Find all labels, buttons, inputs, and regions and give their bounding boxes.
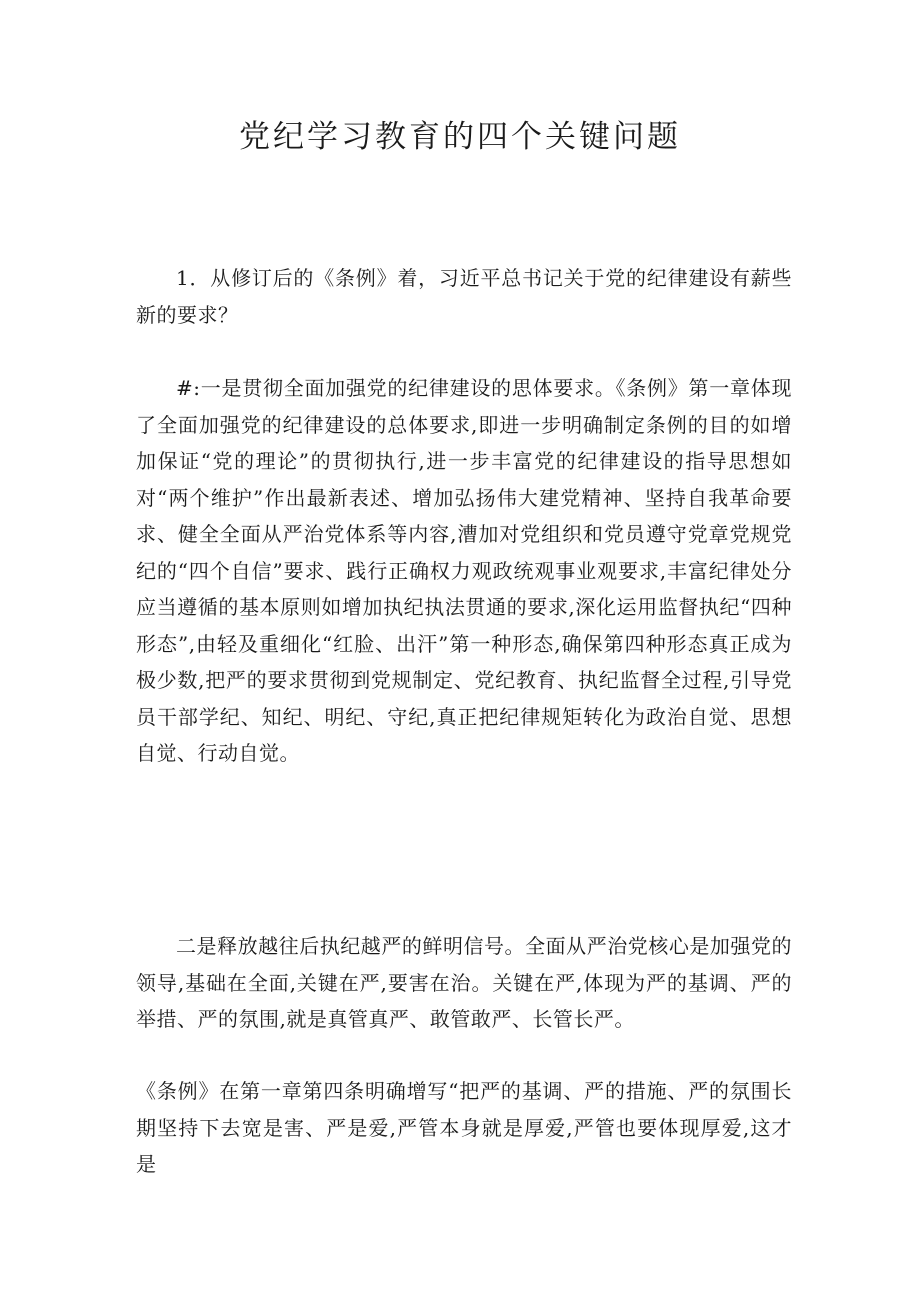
answer-paragraph-2: 二是释放越往后执纪越严的鲜明信号。全面从严治党核心是加强党的领导,基础在全面,关键在严,要害在治。关键在严,体现为严的基调、严的举措、严的氛围,就是真管真严、敢管敢严、长管长严。 [136,934,792,1031]
question-1: 1．从修订后的《条例》着，习近平总书记关于党的纪律建设有薪些新的要求？ [136,266,792,327]
answer-paragraph-3: 《条例》在第一章第四条明确增写“把严的基调、严的措施、严的氛围长期坚持下去宽是害、严是爱,严管本身就是厚爱,严管也要体现厚爱,这才是 [136,1079,792,1176]
answer-paragraph-1: #:一是贯彻全面加强党的纪律建设的思体要求。《条例》第一章体现了全面加强党的纪律建设的总体要求,即进一步明确制定条例的目的如增加保证“党的理论”的贯彻执行,进一步丰富党的纪律建设的指导思想如对“两个维护”作出最新表述、增加弘扬伟大建党精神、坚持自我革命要求、健全全面从严治党体系等内容,漕加对党组织和党员遵守党章党规党纪的“四个自信”要求、践行正确权力观政统观事业观要求,丰富纪律处分应当遵循的基本原则如增加执纪执法贯通的要求,深化运用监督执纪“四种形态”,由轻及重细化“红脸、出汗”第一种形态,确保第四种形态真正成为极少数,把严的要求贯彻到党规制定、党纪教育、执纪监督全过程,引导党员干部学纪、知纪、明纪、守纪,真正把纪律规矩转化为政治自觉、思想自觉、行动自觉。 [136,376,792,765]
document-title: 党纪学习教育的四个关键问题 [239,119,681,155]
